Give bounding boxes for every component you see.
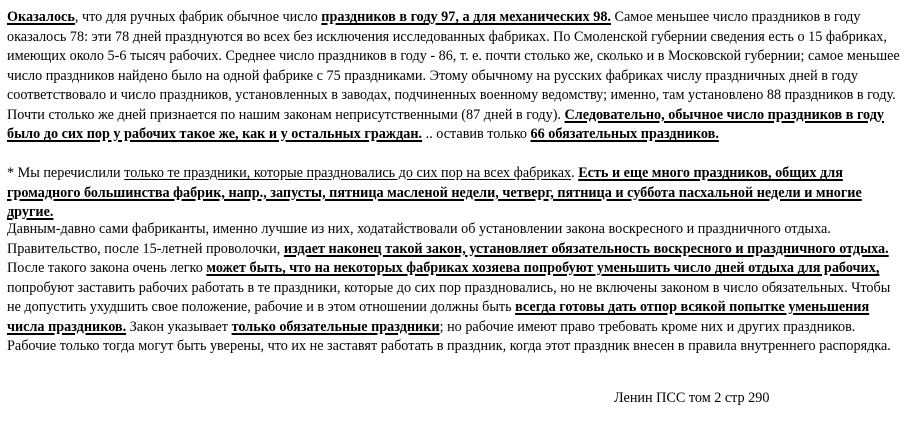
- body-text: Давным-давно сами фабриканты, именно лучшие из них, ходатайствовали об установлении закона воскресного и праздничного отдыха. Правительство, после 15-летней проволочки,: [7, 221, 831, 257]
- emphasized-text: Есть и еще много праздников, общих для громадного большинства фабрик, напр., запусты, пятница масленой недели, четверг, пятница и суббота пасхальной недели и многие другие.: [7, 165, 862, 220]
- body-text: .: [571, 165, 579, 181]
- body-text: * Мы перечислили: [7, 165, 125, 181]
- emphasized-text: 66 обязательных праздников.: [530, 126, 719, 142]
- emphasized-text: праздников в году 97, а для механических 98.: [321, 9, 611, 25]
- paragraph-footnote: [7, 164, 905, 223]
- emphasized-text: Оказалось: [7, 9, 75, 25]
- body-text: попробуют заставить рабочих работать в те праздники, которые до сих пор праздновались, но не включены законом в число обязательных. Чтобы не допустить ухудшить свое положение, рабочие и в этом отношении должны быть: [7, 279, 891, 315]
- body-text: ; но рабочие имеют право требовать кроме них и других праздников. Рабочие только тогда могут быть уверены, что их не заставят работать в праздник, когда этот праздник внесен в правила внутреннего распорядка.: [7, 318, 891, 354]
- body-text: Самое меньшее число праздников в году оказалось 78: эти 78 дней празднуются во всех без исключения исследованных фабриках. По Смоленской губернии сведения есть о 15 фабриках, имеющих около 5-6 тысяч рабочих. Среднее число праздников в году - 86, т. е. почти столько же, сколько и в Московской губернии; самое меньшее число праздников найдено было на одной фабрике с 75 праздниками. Этому обычному на русских фабриках числу праздничных дней в году соответствовало и число праздников, установленных в заводах, подчиненных военному ведомству; именно, там установлено 88 праздников в году. Почти столько же дней признается по нашим законам неприсутственными (87 дней в году).: [7, 9, 900, 123]
- source-citation: Ленин ПСС том 2 стр 290: [614, 390, 770, 406]
- body-text: Закон указывает: [126, 318, 232, 335]
- underlined-text: только те праздники, которые праздновались до сих пор на всех фабриках: [124, 165, 572, 181]
- paragraph-law-on-rest: [7, 220, 905, 357]
- body-text: После такого закона очень легко: [7, 260, 207, 276]
- paragraph-holidays-statistics: [7, 8, 905, 145]
- emphasized-text: издает наконец такой закон, установляет обязательность воскресного и праздничного отдыха.: [283, 240, 889, 257]
- emphasized-text: Следовательно, обычное число праздников в году было до сих пор у рабочих такое же, как и у остальных граждан.: [7, 106, 884, 142]
- body-text: , что для ручных фабрик обычное число: [74, 9, 322, 25]
- body-text: .. оставив только: [422, 126, 531, 142]
- emphasized-text: может быть, что на некоторых фабриках хозяева попробуют уменьшить число дней отдыха для рабочих,: [206, 260, 880, 276]
- emphasized-text: только обязательные праздники: [231, 318, 440, 335]
- emphasized-text: всегда готовы дать отпор всякой попытке уменьшения числа праздников.: [7, 299, 870, 335]
